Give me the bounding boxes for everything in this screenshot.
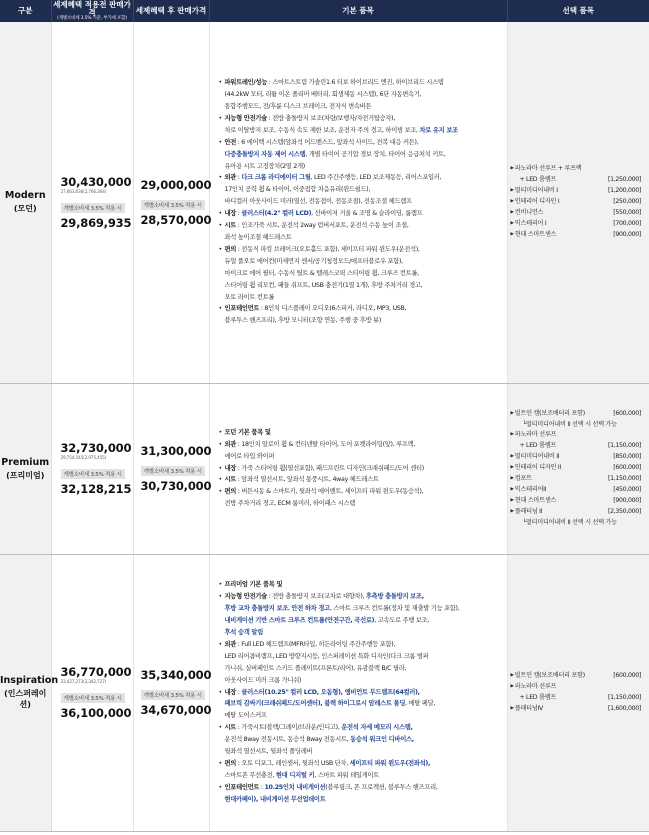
pre-benefit-price: 30,430,000 [60,174,132,189]
trim-name-korean: (프리미엄) [6,470,45,480]
trim-name: Inspiration [0,675,59,686]
basic-item-text: , LED 주간주행등, LED 보조제동등, 리어스포일러, [310,174,442,182]
header-row [0,0,649,22]
option-price: [1,150,000] [607,475,641,482]
basic-item-line [219,268,499,280]
basic-item-text: : 스마트스트림 가솔린1.6 터보 하이브리드 엔진, 하이브리드 시스템 [266,79,444,87]
option-name: ▶ 인테리어 디자인 II [511,463,561,474]
pre-benefit-price-breakdown: 33,427,273(3,342,727) [60,680,107,685]
basic-item-line [219,687,499,699]
basic-item-text: : Full LED 헤드램프(MFR타입, 히든라이팅 주간주행등 포함), [236,640,396,648]
basic-item-text: : [259,783,265,791]
trim-row [0,22,649,383]
trim-cell [0,383,51,554]
option-item [511,186,642,197]
option-item [511,507,642,518]
basic-item-line [219,463,499,475]
basic-item-highlight: 현대카페이), 내비게이션 무선업데이트 [224,795,326,803]
option-item [511,230,642,241]
basic-item-heading: 시트 [224,476,237,484]
post-benefit-price-taxed: 28,570,000 [140,212,212,227]
basic-item-text: : 전방 충돌방지 보조(교차로 대향차), [266,593,366,601]
pre-benefit-price-taxed: 36,100,000 [60,706,132,720]
trim-cell [0,554,59,831]
option-price: [450,000] [613,486,641,493]
basic-item-highlight: 운전석 자세 메모리 시스템, [341,724,413,732]
basic-item-heading: 안전 [224,138,237,146]
tax-applied-badge: 개별소비세 3.5% 적용 시 [61,469,125,479]
option-name: ▶ 컴포트 [511,474,532,485]
basic-item-line [219,208,499,220]
basic-item-text: : 전방 충돌방지 보조(차량/보행자/자전거탑승자), [266,114,396,122]
basic-item-text: 아웃사이드 미러 크롬 가니쉬) [224,676,302,684]
basic-item-line [219,101,499,113]
basic-item-text: : [236,688,242,696]
option-name: ▶ 빌트인 캠(보조배터리 포함) [511,671,585,682]
basic-item-line [219,137,499,149]
basic-item-line [219,794,499,806]
option-price: [900,000] [613,497,641,504]
option-items-cell [507,22,649,383]
basic-item-text: , 스마트 파워 테일게이트 [314,771,379,779]
basic-item-text: , 선바이저 거울 & 조명 & 슬라이딩, 룸램프 [311,210,423,218]
basic-item-line [219,149,499,161]
option-name: ▶ 파노라마 선루프 [511,430,557,441]
option-item [511,682,642,693]
option-item [511,693,642,704]
basic-item-text: (44.2kW 모터, 리튬 이온 폴리머 배터리, 회생제동 시스템), 6단 자동변속기, [224,91,422,99]
basic-item-line [219,303,499,315]
option-item [511,441,642,452]
pre-benefit-price-cell [51,554,133,831]
option-item [511,409,642,420]
basic-item-heading: 프리미엄 기본 품목 및 [224,581,283,589]
basic-item-text: : 가죽 스티어링 휠(열선포함), 패드프린트 디자인(크래쉬패드/도어 센터) [236,464,424,472]
option-item [511,219,642,230]
basic-item-line [219,651,499,663]
basic-item-line [219,579,499,591]
basic-item-text: : [236,174,242,182]
basic-item-heading: 파워트레인/성능 [224,79,267,87]
basic-item-text: : 18인치 알로이 휠 & 컨티넨탈 타이어, 도어 포켓라이팅(앞), 루프랙, [236,440,416,448]
basic-item-line [219,734,499,746]
basic-item-line [219,782,499,794]
option-item [511,671,642,682]
option-price: [600,000] [613,410,641,417]
basic-item-highlight: 차로 유지 보조 [419,126,458,134]
basic-item-highlight: 후석 승객 알림 [224,629,263,637]
option-item [511,164,642,175]
option-name: ▶ 현대 스마트센스 [511,230,557,241]
basic-item-text: LED 리어콤비램프, LED 방향지시등, 인스퍼레이션 특화 디자인(다크 크롬 범퍼 [224,652,429,660]
basic-item-line [219,439,499,451]
basic-item-text: 유아용 시트 고정장치(2열 2개) [224,162,305,170]
option-name: ▶ 인테리어 디자인 I [511,197,560,208]
basic-item-text: , 메탈 페달, [405,700,436,708]
basic-item-line [219,746,499,758]
basic-item-line [219,89,499,101]
basic-item-line [219,486,499,498]
pre-benefit-price-breakdown: 27,663,636(2,766,364) [60,189,107,195]
pre-benefit-price: 36,770,000 [60,665,132,679]
option-note: └멀티미디어내비 II 선택 시 선택 가능 [522,519,617,526]
basic-item-line [219,220,499,232]
basic-item-line [219,722,499,734]
option-name: ▶ 컨비니언스 [511,208,544,219]
option-name-continued: + LED 룸램프 [519,693,556,701]
basic-item-text: : 앞좌석 열선시트, 앞좌석 통풍시트, 4way 헤드레스트 [236,476,379,484]
basic-item-line [219,675,499,687]
option-name-continued: + LED 룸램프 [519,442,556,449]
basic-item-text: 뒷좌석 열선시트, 뒷좌석 폴딩레버 [224,748,313,756]
tax-applied-badge: 개별소비세 3.5% 적용 시 [141,466,205,476]
basic-item-text: 통합주행모드, 전/후륜 디스크 브레이크, 전자식 변속버튼 [224,103,372,111]
basic-item-highlight: 클러스터(10.25" 컬러 LCD, 오돔형), 앰비언트 무드램프(64컬러), [241,688,420,696]
option-name: ▶ 빌트인 캠(보조배터리 포함) [511,409,585,420]
option-name: ▶ 멀티미디어내비 I [511,186,558,197]
basic-item-text: 듀얼 풀오토 에어컨(미세먼지 센서/공기청정모드/애프터블로우 포함), [224,257,403,265]
basic-item-line [219,184,499,196]
basic-item-line [219,758,499,770]
basic-item-text: 좌석 높이조절 헤드레스트 [224,234,292,242]
basic-items-cell [209,383,507,554]
basic-item-heading: 인포테인먼트 [224,783,260,791]
basic-item-line [219,315,499,327]
basic-item-line [219,474,499,486]
basic-item-heading: 지능형 안전기술 [224,114,267,122]
post-benefit-price: 35,340,000 [140,668,212,682]
post-benefit-price-taxed: 34,670,000 [140,703,212,717]
basic-item-highlight: 현대 디지털 키 [275,771,315,779]
basic-item-heading: 내장 [224,210,237,218]
basic-item-heading: 모던 기본 품목 및 [224,428,271,436]
basic-item-line [219,77,499,89]
post-benefit-price: 29,000,000 [140,177,212,192]
basic-items-cell [209,22,507,383]
basic-item-text: 블루투스 핸즈프리), 후방 모니터(조향 연동, 주행 중 후방 뷰) [224,317,381,325]
pre-benefit-price-taxed: 29,869,935 [60,215,132,230]
basic-item-heading: 내장 [224,688,237,696]
basic-item-text: 오토 라이트 컨트롤 [224,293,275,301]
trim-name: Premium [1,456,50,468]
option-item [511,175,642,186]
option-price: [600,000] [613,464,641,471]
basic-item-highlight: 패브릭 감싸기(크래쉬패드/도어센터), 블랙 하이그로시 암레스트 몰딩 [224,700,406,708]
basic-item-line [219,256,499,268]
option-item [511,430,642,441]
basic-item-text: 바디컬러 아웃사이드 미러(열선, 전동접이, 전동조절), 전동조절 헤드램프 [224,198,412,206]
option-name: ▶ 멀티미디어내비 II [511,452,560,463]
option-items-cell [507,554,649,831]
basic-item-line [219,244,499,256]
trim-name-korean: (인스퍼레이션) [4,689,47,709]
basic-item-text: : 오토 디포그, 레인센서, 뒷좌석 USB 단자, [236,759,350,767]
pre-benefit-price-cell [51,22,133,383]
basic-item-highlight: 세이프티 파워 윈도우(전좌석), [349,759,431,767]
option-name: ▶ 현대 스마트센스 [511,496,557,507]
basic-item-text: 마이크로 에어 필터, 수동식 틸트 & 텔레스코픽 스티어링 휠, 크루즈 컨트롤, [224,269,419,277]
option-item [511,485,642,496]
basic-item-text: : 버튼시동 & 스마트키, 뒷좌석 에어벤트, 세이프티 파워 윈도우(동승석), [236,488,424,496]
option-price: [700,000] [613,219,641,227]
post-benefit-price-cell [133,22,212,383]
trim-row [0,383,649,554]
basic-item-heading: 시트 [224,222,237,230]
option-price: [550,000] [613,208,641,216]
basic-item-line [219,451,499,463]
option-price: [1,200,000] [607,186,641,194]
post-benefit-price-cell [133,554,212,831]
option-item [511,474,642,485]
basic-item-line [219,591,499,603]
basic-item-text: : 전동식 파킹 브레이크(오토홀드 포함), 세이프티 파워 윈도우(운전석), [236,245,420,253]
option-name: ▶ 플래티넘 II [511,507,543,518]
basic-item-text: , 고속도로 주행 보조, [374,617,429,625]
pre-benefit-price-taxed: 32,128,215 [60,482,132,496]
option-name: ▶ 플래티넘IV [511,704,543,715]
basic-item-text: : 6 에어백 시스템(앞좌석 어드밴스드, 앞좌석 사이드, 전복 대응 커튼), [236,138,419,146]
basic-item-highlight: 다크 크롬 라디에이터 그릴 [241,174,311,182]
option-item [511,208,642,219]
option-price: [1,600,000] [607,704,641,712]
trim-row [0,554,649,831]
option-price: [900,000] [613,230,641,238]
option-name-continued: + LED 룸램프 [519,175,556,183]
option-item [511,197,642,208]
option-price: [600,000] [613,671,641,679]
basic-item-text: 운전석 8way 전동시트, 동승석 8way 전동시트, [224,736,351,744]
tax-applied-badge: 개별소비세 3.5% 적용 시 [61,693,125,703]
basic-item-line [219,627,499,639]
basic-item-heading: 편의 [224,759,237,767]
option-item [511,463,642,474]
basic-item-highlight: 내비게이션 기반 스마트 크루즈 컨트롤(안전구간, 곡선로) [224,617,375,625]
basic-item-line [219,663,499,675]
basic-item-heading: 외관 [224,174,237,182]
option-price: [1,150,000] [607,693,641,701]
basic-item-text: : [236,210,242,218]
option-item [511,704,642,715]
option-item [511,496,642,507]
post-benefit-price-taxed: 30,730,000 [140,479,212,493]
basic-item-highlight: 안전 하차 경고 [291,605,330,613]
basic-item-line [219,292,499,304]
basic-item-line [219,280,499,292]
header-pre-benefit-price: 세제혜택 적용전 판매가격 (개별소비세 3.5% 기준, 부가세 포함) [51,0,133,22]
basic-item-text: 전방 주차거리 경고, ECM 룸미러, 하이패스 시스템 [224,500,356,508]
option-name: ▶ 익스테리어II [511,485,547,496]
basic-item-text: 가니쉬, 실버페인트 스키드 플레이트(프론트/리어), 유광블랙 B/C 필라, [224,664,407,672]
header-basic-items: 기본 품목 [209,0,507,22]
basic-item-line [219,710,499,722]
basic-item-text: , 개별 타이어 공기압 경보 장치, 타이어 응급처치 키트, [305,150,446,158]
basic-item-text: : 인조가죽 시트, 운전석 2way 럼버서포트, 운전석 수동 높이 조절, [236,222,409,230]
basic-item-heading: 편의 [224,245,237,253]
basic-item-line [219,196,499,208]
basic-item-line [219,232,499,244]
basic-item-line [219,770,499,782]
option-price: [1,150,000] [607,442,641,449]
pre-benefit-price: 32,730,000 [60,441,132,455]
tax-applied-badge: 개별소비세 3.5% 적용 시 [61,203,125,213]
post-benefit-price-cell [133,383,212,554]
trim-name: Modern [4,190,46,202]
basic-item-highlight: 클러스터(4.2" 컬러 LCD) [241,210,312,218]
basic-item-line [219,603,499,615]
basic-item-line [219,615,499,627]
basic-item-heading: 내장 [224,464,237,472]
basic-item-highlight: 후방 교차 충돌방지 보조 [224,605,289,613]
basic-items-cell [209,554,507,831]
option-price: [250,000] [613,197,641,205]
basic-item-text: 스마트폰 무선충전, [224,771,276,779]
basic-item-text: : 8인치 디스플레이 오디오(6스피커, 라디오, MP3, USB, [259,305,407,313]
basic-item-text: (블루링크, 폰 프로젝션, 블루투스 핸즈프리, [325,783,438,791]
basic-item-heading: 편의 [224,488,237,496]
basic-item-heading: 지능형 안전기술 [224,593,267,601]
basic-item-heading: 인포테인먼트 [224,305,260,313]
post-benefit-price: 31,300,000 [140,444,212,458]
trim-cell [0,22,51,383]
basic-item-heading: 외관 [224,440,237,448]
pre-benefit-price-cell [51,383,133,554]
basic-item-highlight: 동승석 워크인 디바이스, [350,736,414,744]
basic-item-text: 17인치 공력 휠 & 타이어, 이중접합 차음유리(윈드쉴드), [224,186,371,194]
basic-item-heading: 시트 [224,724,237,732]
option-price: [2,350,000] [607,508,641,515]
basic-item-text: 메탈 도어스커프 [224,712,267,720]
tax-applied-badge: 개별소비세 3.5% 적용 시 [141,200,205,210]
option-name: ▶ 익스테리어 I [511,219,547,230]
basic-item-line [219,639,499,651]
header-option-items: 선택 품목 [507,0,649,22]
basic-item-highlight: 다중충돌방지 자동 제어 시스템 [224,150,306,158]
option-price: [1,250,000] [607,175,641,183]
option-note: └멀티미디어내비 II 선택 시 선택 가능 [522,421,617,428]
basic-item-text: 에어로 타입 와이퍼 [224,452,275,460]
header-category: 구분 [0,0,51,22]
option-items-cell [507,383,649,554]
basic-item-highlight: 10.25인치 내비게이션 [264,783,326,791]
option-item [511,452,642,463]
option-name: ▶ 파노라마 선루프 [511,682,557,693]
basic-item-text: , 스마트 크루즈 컨트롤(정차 및 재출발 기능 포함), [329,605,460,613]
basic-item-text: : 가죽시트(블랙/그레이/브라운/인디고), [236,724,342,732]
option-name: ▶ 파노라마 선루프 + 루프랙 [511,164,582,175]
basic-item-line [219,161,499,173]
basic-item-line [219,172,499,184]
basic-item-line [219,498,499,510]
basic-item-line [219,125,499,137]
trim-name-korean: (모던) [13,204,37,214]
tax-applied-badge: 개별소비세 3.5% 적용 시 [141,690,205,700]
basic-item-line [219,698,499,710]
basic-item-text: , [288,605,292,613]
basic-item-text: 스티어링 휠 리모컨, 패들 쉬프트, USB 충전기(1열 1개), 후방 주차거리 경고, [224,281,423,289]
header-post-benefit-price: 세제혜택 후 판매가격 [133,0,209,22]
pre-benefit-price-breakdown: 29,754,545(2,975,455) [60,456,107,461]
basic-item-line [219,427,499,439]
basic-item-line [219,113,499,125]
basic-item-highlight: 후측방 충돌방지 보조, [365,593,424,601]
basic-item-text: 차로 이탈방지 보조, 수동식 속도 제한 보조, 운전자 주의 경고, 하이빔 보조, [224,126,420,134]
basic-item-heading: 외관 [224,640,237,648]
option-price: [850,000] [613,453,641,460]
